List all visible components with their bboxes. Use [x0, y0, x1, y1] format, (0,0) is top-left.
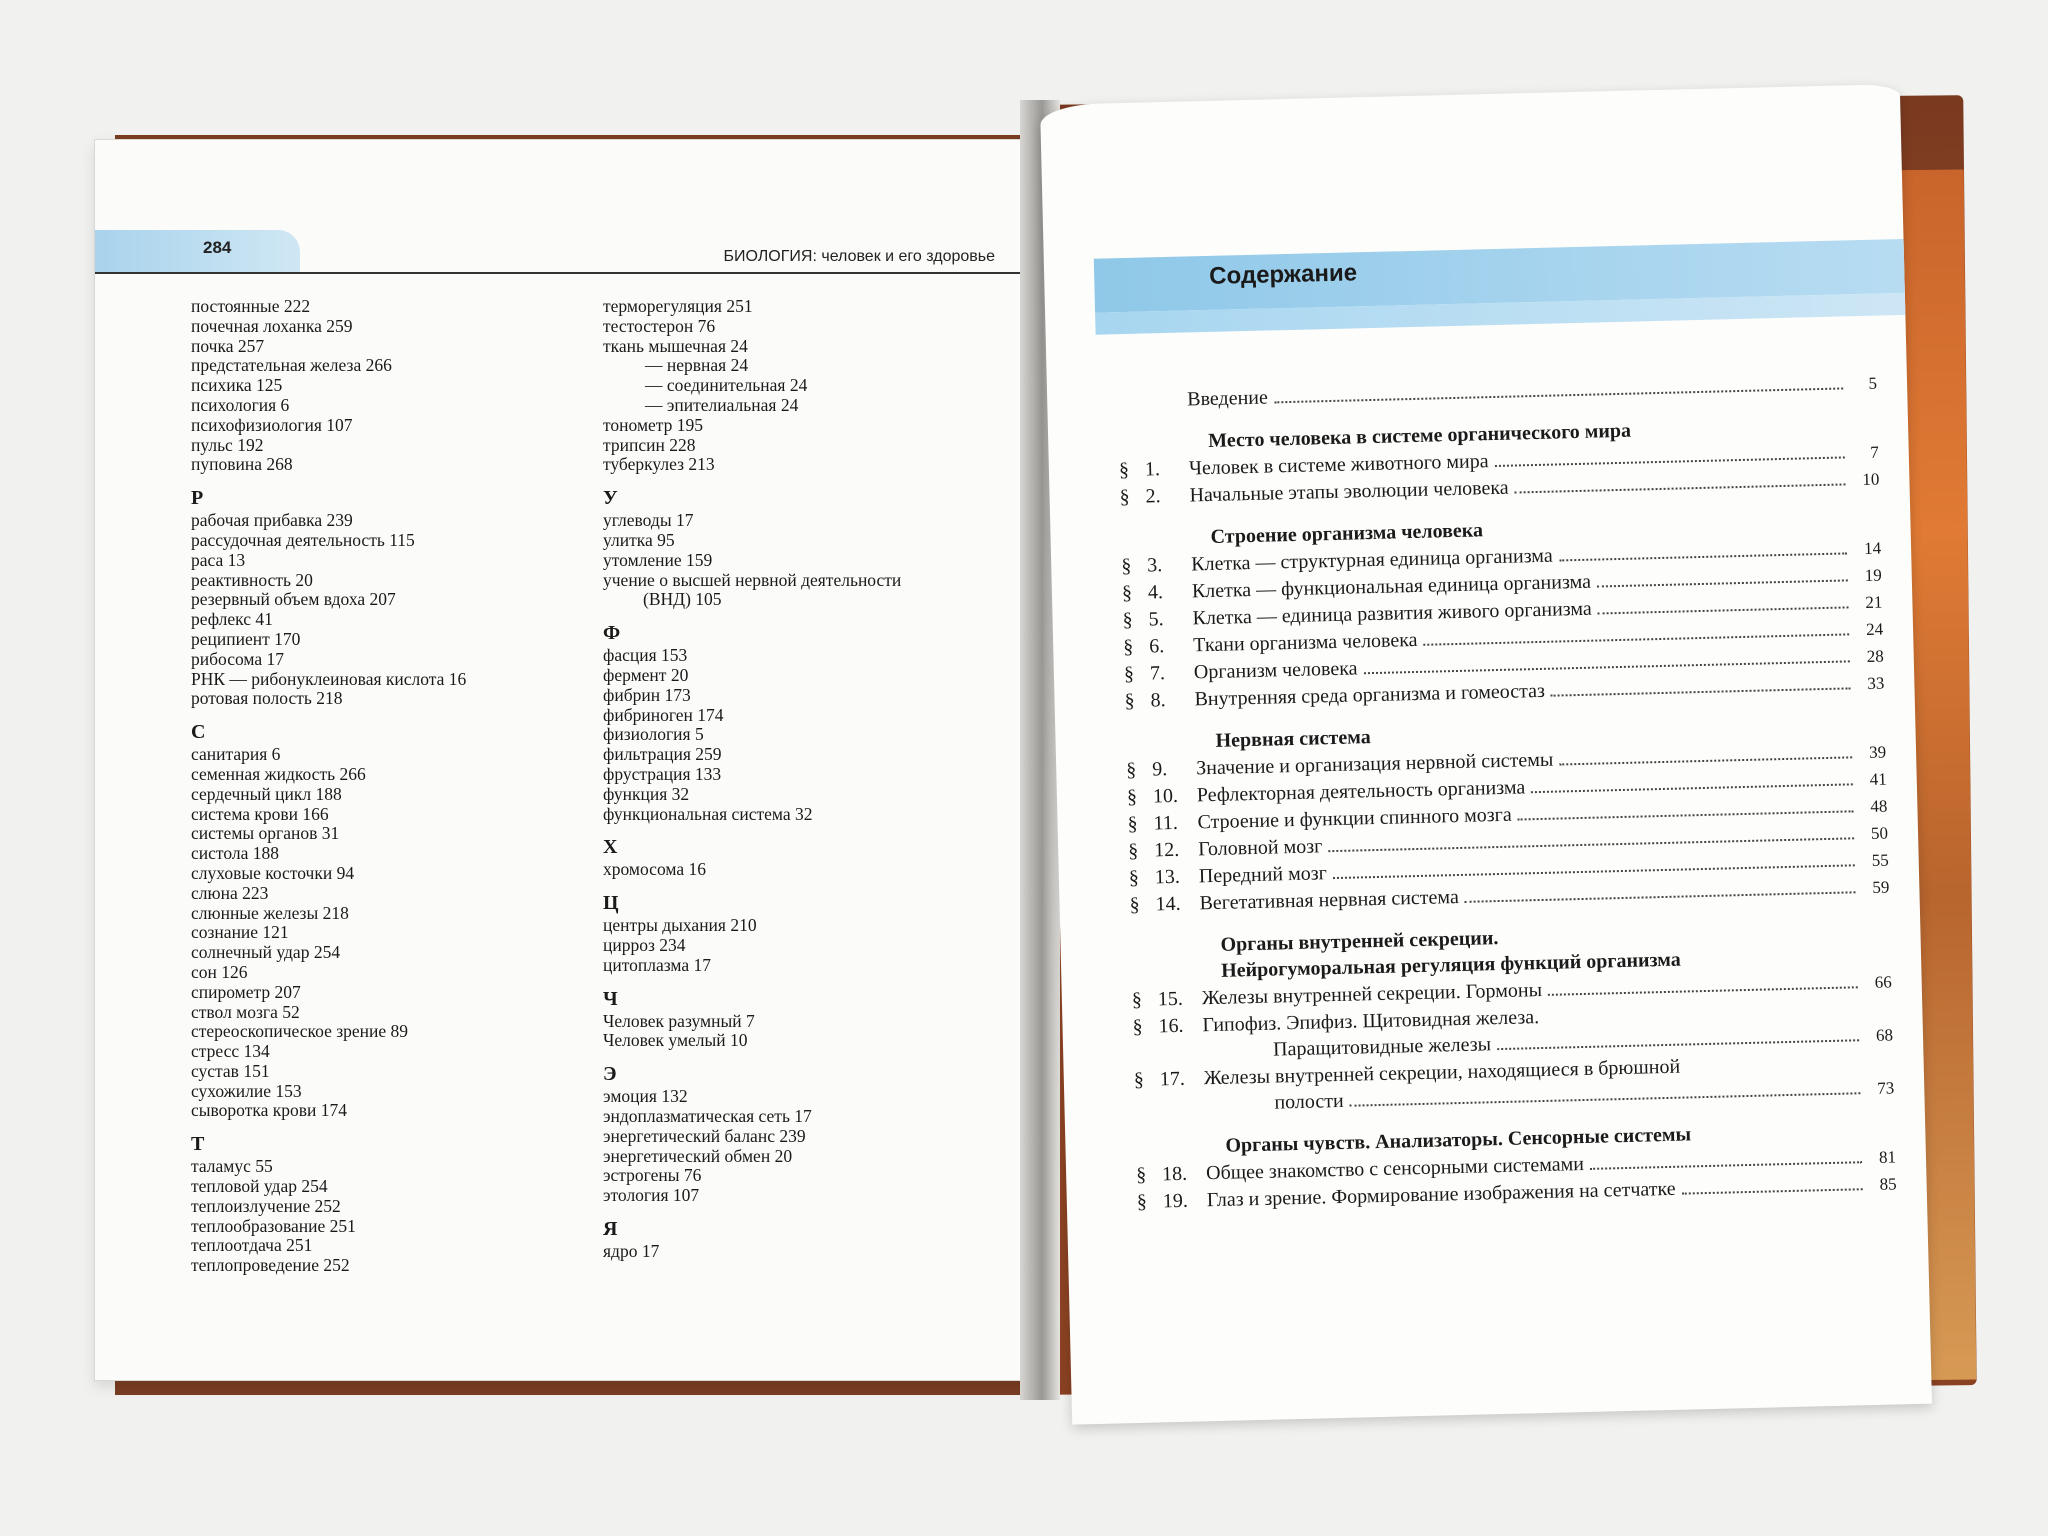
toc-item-title: Вегетативная нервная система — [1199, 886, 1460, 915]
toc-row — [1117, 370, 1877, 416]
toc-leader-dots — [1686, 1068, 1859, 1072]
toc-section-mark: § — [1135, 1163, 1147, 1186]
toc-item-number: 4. — [1147, 581, 1164, 604]
toc-item-number: 18. — [1161, 1162, 1188, 1186]
index-entry: предстательная железа 266 — [191, 355, 392, 376]
toc-section-mark: § — [1119, 485, 1130, 509]
toc-leader-dots — [1590, 1161, 1862, 1170]
index-entry: энергетический баланс 239 — [603, 1125, 806, 1146]
index-entry: теплопроведение 252 — [191, 1255, 350, 1276]
toc-page-number: 24 — [1865, 619, 1884, 639]
index-letter-heading: Ф — [603, 622, 621, 645]
index-entry: пуповина 268 — [191, 454, 293, 475]
toc-page-number: 7 — [1870, 442, 1879, 462]
toc-page-number: 39 — [1868, 742, 1887, 762]
toc-item-title: Клетка — функциональная единица организма — [1191, 570, 1592, 603]
index-entry: санитария 6 — [191, 744, 281, 765]
index-entry: семенная жидкость 266 — [191, 763, 366, 784]
toc-page-number: 55 — [1871, 850, 1889, 870]
toc-page-number: 50 — [1870, 823, 1889, 843]
index-entry: сыворотка крови 174 — [191, 1100, 347, 1121]
index-entry: физиология 5 — [603, 724, 704, 745]
toc-page-number: 41 — [1869, 769, 1887, 789]
index-entry: ядро 17 — [603, 1240, 660, 1261]
index-entry: психика 125 — [191, 375, 283, 396]
toc-leader-dots — [1559, 552, 1847, 561]
toc-section-mark: § — [1124, 689, 1135, 713]
index-entry: терморегуляция 251 — [603, 296, 753, 316]
toc-page-number: 68 — [1875, 1025, 1894, 1045]
toc-item-number — [1159, 1057, 1203, 1058]
left-page — [95, 140, 1035, 1380]
index-entry: эстрогены 76 — [603, 1165, 702, 1186]
toc-section-mark: § — [1126, 758, 1137, 782]
index-entry: фасция 153 — [603, 645, 688, 666]
toc-leader-dots — [1497, 1039, 1859, 1050]
toc-leader-dots — [1350, 1092, 1861, 1106]
index-entry: ротовая полость 218 — [191, 688, 343, 709]
index-entry: центры дыхания 210 — [603, 915, 757, 936]
toc-item-number: 14. — [1155, 892, 1181, 916]
index-entry: системы органов 31 — [191, 823, 340, 844]
index-entry: утомление 159 — [603, 549, 713, 570]
index-entry: рабочая прибавка 239 — [191, 510, 353, 531]
index-entry: функция 32 — [603, 783, 690, 804]
toc-section-mark — [1117, 407, 1143, 408]
index-entry: слюнные железы 218 — [191, 902, 349, 923]
contents-title: Содержание — [1208, 259, 1358, 290]
toc-page-number: 10 — [1862, 469, 1880, 490]
index-entry: Человек разумный 7 — [603, 1010, 755, 1031]
index-subentry: — эпителиальная 24 — [645, 394, 799, 415]
toc-section-heading: Строение организма человека — [1210, 519, 1484, 548]
toc-page-number: 33 — [1867, 673, 1885, 693]
toc-leader-dots — [1274, 387, 1843, 403]
index-entry: слуховые косточки 94 — [191, 862, 355, 883]
toc-item-title: Введение — [1186, 386, 1269, 411]
toc-item-number: 19. — [1162, 1189, 1189, 1213]
index-entry: постоянные 222 — [191, 296, 311, 316]
index-entry: пульс 192 — [191, 434, 264, 455]
toc-section-mark: § — [1133, 1068, 1145, 1091]
index-letter-heading: Р — [191, 487, 204, 510]
toc-leader-dots — [1518, 810, 1854, 820]
toc-item-number: 1. — [1144, 458, 1161, 481]
index-entry: таламус 55 — [191, 1156, 273, 1177]
index-letter-heading: У — [603, 487, 618, 510]
index-letter-heading: Ц — [603, 892, 619, 915]
toc-leader-dots — [1545, 1015, 1858, 1023]
toc-page-number: 28 — [1866, 646, 1884, 666]
toc-item-title: Значение и организация нервной системы — [1195, 748, 1554, 780]
toc-item-title: Строение и функции спинного мозга — [1197, 803, 1512, 834]
toc-item-number: 17. — [1159, 1067, 1186, 1091]
index-entry: рибосома 17 — [191, 648, 284, 669]
toc-page-number: 81 — [1878, 1147, 1897, 1167]
toc-item-title: Железы внутренней секреции, находящиеся в брюшной — [1203, 1055, 1681, 1090]
index-entry: почка 257 — [191, 335, 265, 356]
toc-page-number: 48 — [1870, 796, 1888, 816]
index-entry: сердечный цикл 188 — [191, 783, 342, 804]
index-entry: рефлекс 41 — [191, 609, 273, 630]
toc-section-heading: Нейрогуморальная регуляция функций организма — [1220, 948, 1681, 982]
toc-section-mark: § — [1126, 785, 1138, 809]
toc-item-number — [1143, 405, 1187, 406]
index-entry: тестостерон 76 — [603, 315, 716, 336]
right-page — [1040, 84, 1932, 1425]
index-entry: трипсин 228 — [603, 434, 696, 455]
index-entry: слюна 223 — [191, 882, 269, 903]
index-entry: ткань мышечная 24 — [603, 335, 748, 356]
toc-section-mark: § — [1132, 1015, 1143, 1039]
index-entry: спирометр 207 — [191, 981, 301, 1002]
index-letter-heading: Я — [603, 1217, 618, 1240]
index-entry: тонометр 195 — [603, 414, 704, 435]
toc-item-title: Общее знакомство с сенсорными системами — [1205, 1153, 1585, 1185]
toc-section-mark: § — [1128, 866, 1140, 890]
toc-item-number: 7. — [1149, 662, 1166, 685]
index-entry: тепловой удар 254 — [191, 1176, 328, 1197]
index-entry: теплоотдача 251 — [191, 1235, 313, 1256]
toc-page-number — [1864, 1014, 1892, 1015]
toc-page-number: 14 — [1863, 538, 1882, 558]
toc-item-number: 3. — [1147, 554, 1163, 577]
index-entry: эндоплазматическая сеть 17 — [603, 1105, 812, 1126]
index-entry: сухожилие 153 — [191, 1080, 302, 1101]
toc-item-number: 16. — [1158, 1014, 1184, 1038]
toc-item-title: Внутренняя среда организма и гомеостаз — [1194, 679, 1546, 711]
toc-section-mark: § — [1121, 554, 1132, 578]
toc-item-title: Человек в системе животного мира — [1188, 450, 1489, 480]
toc-item-title: Организм человека — [1193, 657, 1358, 684]
toc-item-title: Головной мозг — [1197, 835, 1323, 861]
index-entry: фибрин 173 — [603, 684, 691, 705]
toc-section-mark: § — [1122, 608, 1133, 632]
toc-page-number: 85 — [1879, 1174, 1897, 1194]
toc-item-title: Гипофиз. Эпифиз. Щитовидная железа. — [1202, 1006, 1540, 1037]
index-entry: учение о высшей нервной деятельности — [603, 569, 902, 590]
toc-leader-dots — [1598, 606, 1849, 614]
toc-section-mark: § — [1118, 458, 1130, 482]
toc-section-mark: § — [1129, 893, 1140, 917]
index-entry: стресс 134 — [191, 1041, 270, 1062]
toc-section-heading: Органы внутренней секреции. — [1220, 927, 1499, 956]
toc-item-number: 5. — [1148, 608, 1164, 631]
index-entry-continuation: (ВНД) 105 — [643, 589, 722, 610]
index-entry: углеводы 17 — [603, 510, 694, 531]
index-entry: фибриноген 174 — [603, 704, 724, 725]
toc-item-title: Паращитовидные железы — [1272, 1033, 1492, 1061]
toc-leader-dots — [1424, 633, 1850, 645]
toc-leader-dots — [1551, 687, 1851, 696]
index-entry: РНК — рибонуклеиновая кислота 16 — [191, 668, 467, 689]
page-number-tab — [95, 230, 300, 272]
toc-section-mark: § — [1123, 635, 1134, 659]
index-entry: цирроз 234 — [603, 934, 686, 955]
toc-item-title: Клетка — структурная единица организма — [1191, 544, 1553, 576]
toc-section-mark: § — [1131, 988, 1143, 1012]
index-entry: сустав 151 — [191, 1060, 270, 1081]
index-subentry: — соединительная 24 — [645, 375, 808, 396]
toc-section-mark: § — [1121, 581, 1133, 605]
index-entry: почечная лоханка 259 — [191, 315, 353, 336]
toc-leader-dots — [1559, 756, 1852, 765]
index-entry: хромосома 16 — [603, 859, 706, 880]
index-column-1 — [191, 297, 466, 1276]
toc-item-number: 13. — [1154, 865, 1181, 889]
index-entry: цитоплазма 17 — [603, 954, 712, 975]
toc-section-mark: § — [1127, 812, 1138, 836]
toc-page-number: 21 — [1865, 592, 1883, 612]
toc-section-mark — [1133, 1058, 1159, 1059]
index-entry: эмоция 132 — [603, 1086, 688, 1107]
index-entry: сознание 121 — [191, 922, 289, 943]
index-entry: фильтрация 259 — [603, 744, 722, 765]
index-entry: рассудочная деятельность 115 — [191, 529, 415, 550]
toc-item-title: Рефлекторная деятельность организма — [1196, 776, 1526, 807]
toc-section-heading: Место человека в системе органического мира — [1207, 419, 1632, 452]
index-letter-heading: С — [191, 721, 206, 744]
toc-page-number: 59 — [1872, 877, 1890, 897]
index-entry: стереоскопическое зрение 89 — [191, 1021, 409, 1042]
toc-item-number: 11. — [1153, 811, 1179, 835]
toc-leader-dots — [1682, 1188, 1863, 1194]
toc-page-number: 73 — [1877, 1078, 1895, 1098]
index-entry: система крови 166 — [191, 803, 329, 824]
toc-item-number: 10. — [1152, 784, 1179, 808]
index-letter-heading: Э — [603, 1063, 617, 1086]
index-entry: теплоизлучение 252 — [191, 1195, 341, 1216]
toc-section-mark: § — [1136, 1190, 1148, 1213]
toc-page-number — [1866, 1067, 1894, 1068]
toc-leader-dots — [1531, 783, 1853, 793]
index-entry: солнечный удар 254 — [191, 942, 341, 963]
toc-item-number: 12. — [1153, 838, 1180, 862]
toc-section-heading: Органы чувств. Анализаторы. Сенсорные системы — [1225, 1123, 1692, 1157]
index-letter-heading: Ч — [603, 987, 618, 1010]
toc-item-number: 2. — [1145, 485, 1161, 508]
toc-section-heading: Нервная система — [1215, 726, 1371, 752]
left-page-header — [95, 230, 1035, 274]
running-head: БИОЛОГИЯ: человек и его здоровье — [723, 248, 995, 265]
index-entry: фермент 20 — [603, 664, 689, 685]
toc-item-number: 9. — [1151, 758, 1168, 781]
toc-leader-dots — [1465, 891, 1856, 903]
index-entry: Человек умелый 10 — [603, 1030, 748, 1051]
index-letter-heading: Т — [191, 1133, 205, 1156]
toc-item-number: 6. — [1148, 635, 1165, 658]
toc-item-title: Передний мозг — [1198, 862, 1328, 888]
toc-leader-dots — [1597, 579, 1848, 587]
toc-leader-dots — [1495, 456, 1845, 467]
toc-item-number: 8. — [1150, 689, 1166, 712]
index-entry: реципиент 170 — [191, 628, 301, 649]
index-entry: раса 13 — [191, 549, 246, 570]
index-entry: реактивность 20 — [191, 569, 313, 590]
toc-page-number: 5 — [1868, 373, 1878, 393]
index-entry: ствол мозга 52 — [191, 1001, 300, 1022]
page-number: 284 — [203, 238, 232, 257]
index-entry: энергетический обмен 20 — [603, 1145, 793, 1166]
index-subentry: — нервная 24 — [645, 355, 749, 376]
toc-item-number: 15. — [1157, 987, 1184, 1011]
index-entry: систола 188 — [191, 843, 279, 864]
toc-page-number: 19 — [1864, 565, 1882, 585]
toc-item-title: Ткани организма человека — [1192, 628, 1418, 657]
toc-section-mark: § — [1127, 839, 1139, 863]
toc-section-mark — [1135, 1111, 1161, 1112]
table-of-contents — [1117, 370, 1897, 1216]
index-letter-heading: Х — [603, 836, 618, 859]
index-entry: сон 126 — [191, 961, 248, 982]
header-rule — [95, 272, 1035, 274]
index-entry: теплообразование 251 — [191, 1215, 356, 1236]
toc-item-title: Начальные этапы эволюции человека — [1189, 476, 1509, 507]
index-entry: улитка 95 — [603, 529, 675, 550]
toc-item-title: Глаз и зрение. Формирование изображения на сетчатке — [1206, 1177, 1676, 1212]
index-entry: психология 6 — [191, 394, 290, 415]
toc-item-title: Железы внутренней секреции. Гормоны — [1201, 979, 1543, 1010]
toc-item-title: полости — [1274, 1089, 1344, 1114]
toc-leader-dots — [1515, 483, 1846, 493]
toc-item-number — [1161, 1110, 1205, 1111]
index-entry: фрустрация 133 — [603, 763, 722, 784]
toc-leader-dots — [1548, 986, 1858, 996]
index-entry: психофизиология 107 — [191, 414, 353, 435]
index-entry: резервный объем вдоха 207 — [191, 589, 396, 610]
toc-section-mark: § — [1123, 662, 1135, 686]
toc-item-title: Клетка — единица развития живого организма — [1192, 597, 1593, 630]
index-entry: функциональная система 32 — [603, 803, 813, 824]
index-entry: туберкулез 213 — [603, 454, 715, 475]
index-column-2 — [603, 297, 901, 1262]
index-entry: этология 107 — [603, 1185, 700, 1206]
toc-page-number: 66 — [1874, 972, 1892, 992]
